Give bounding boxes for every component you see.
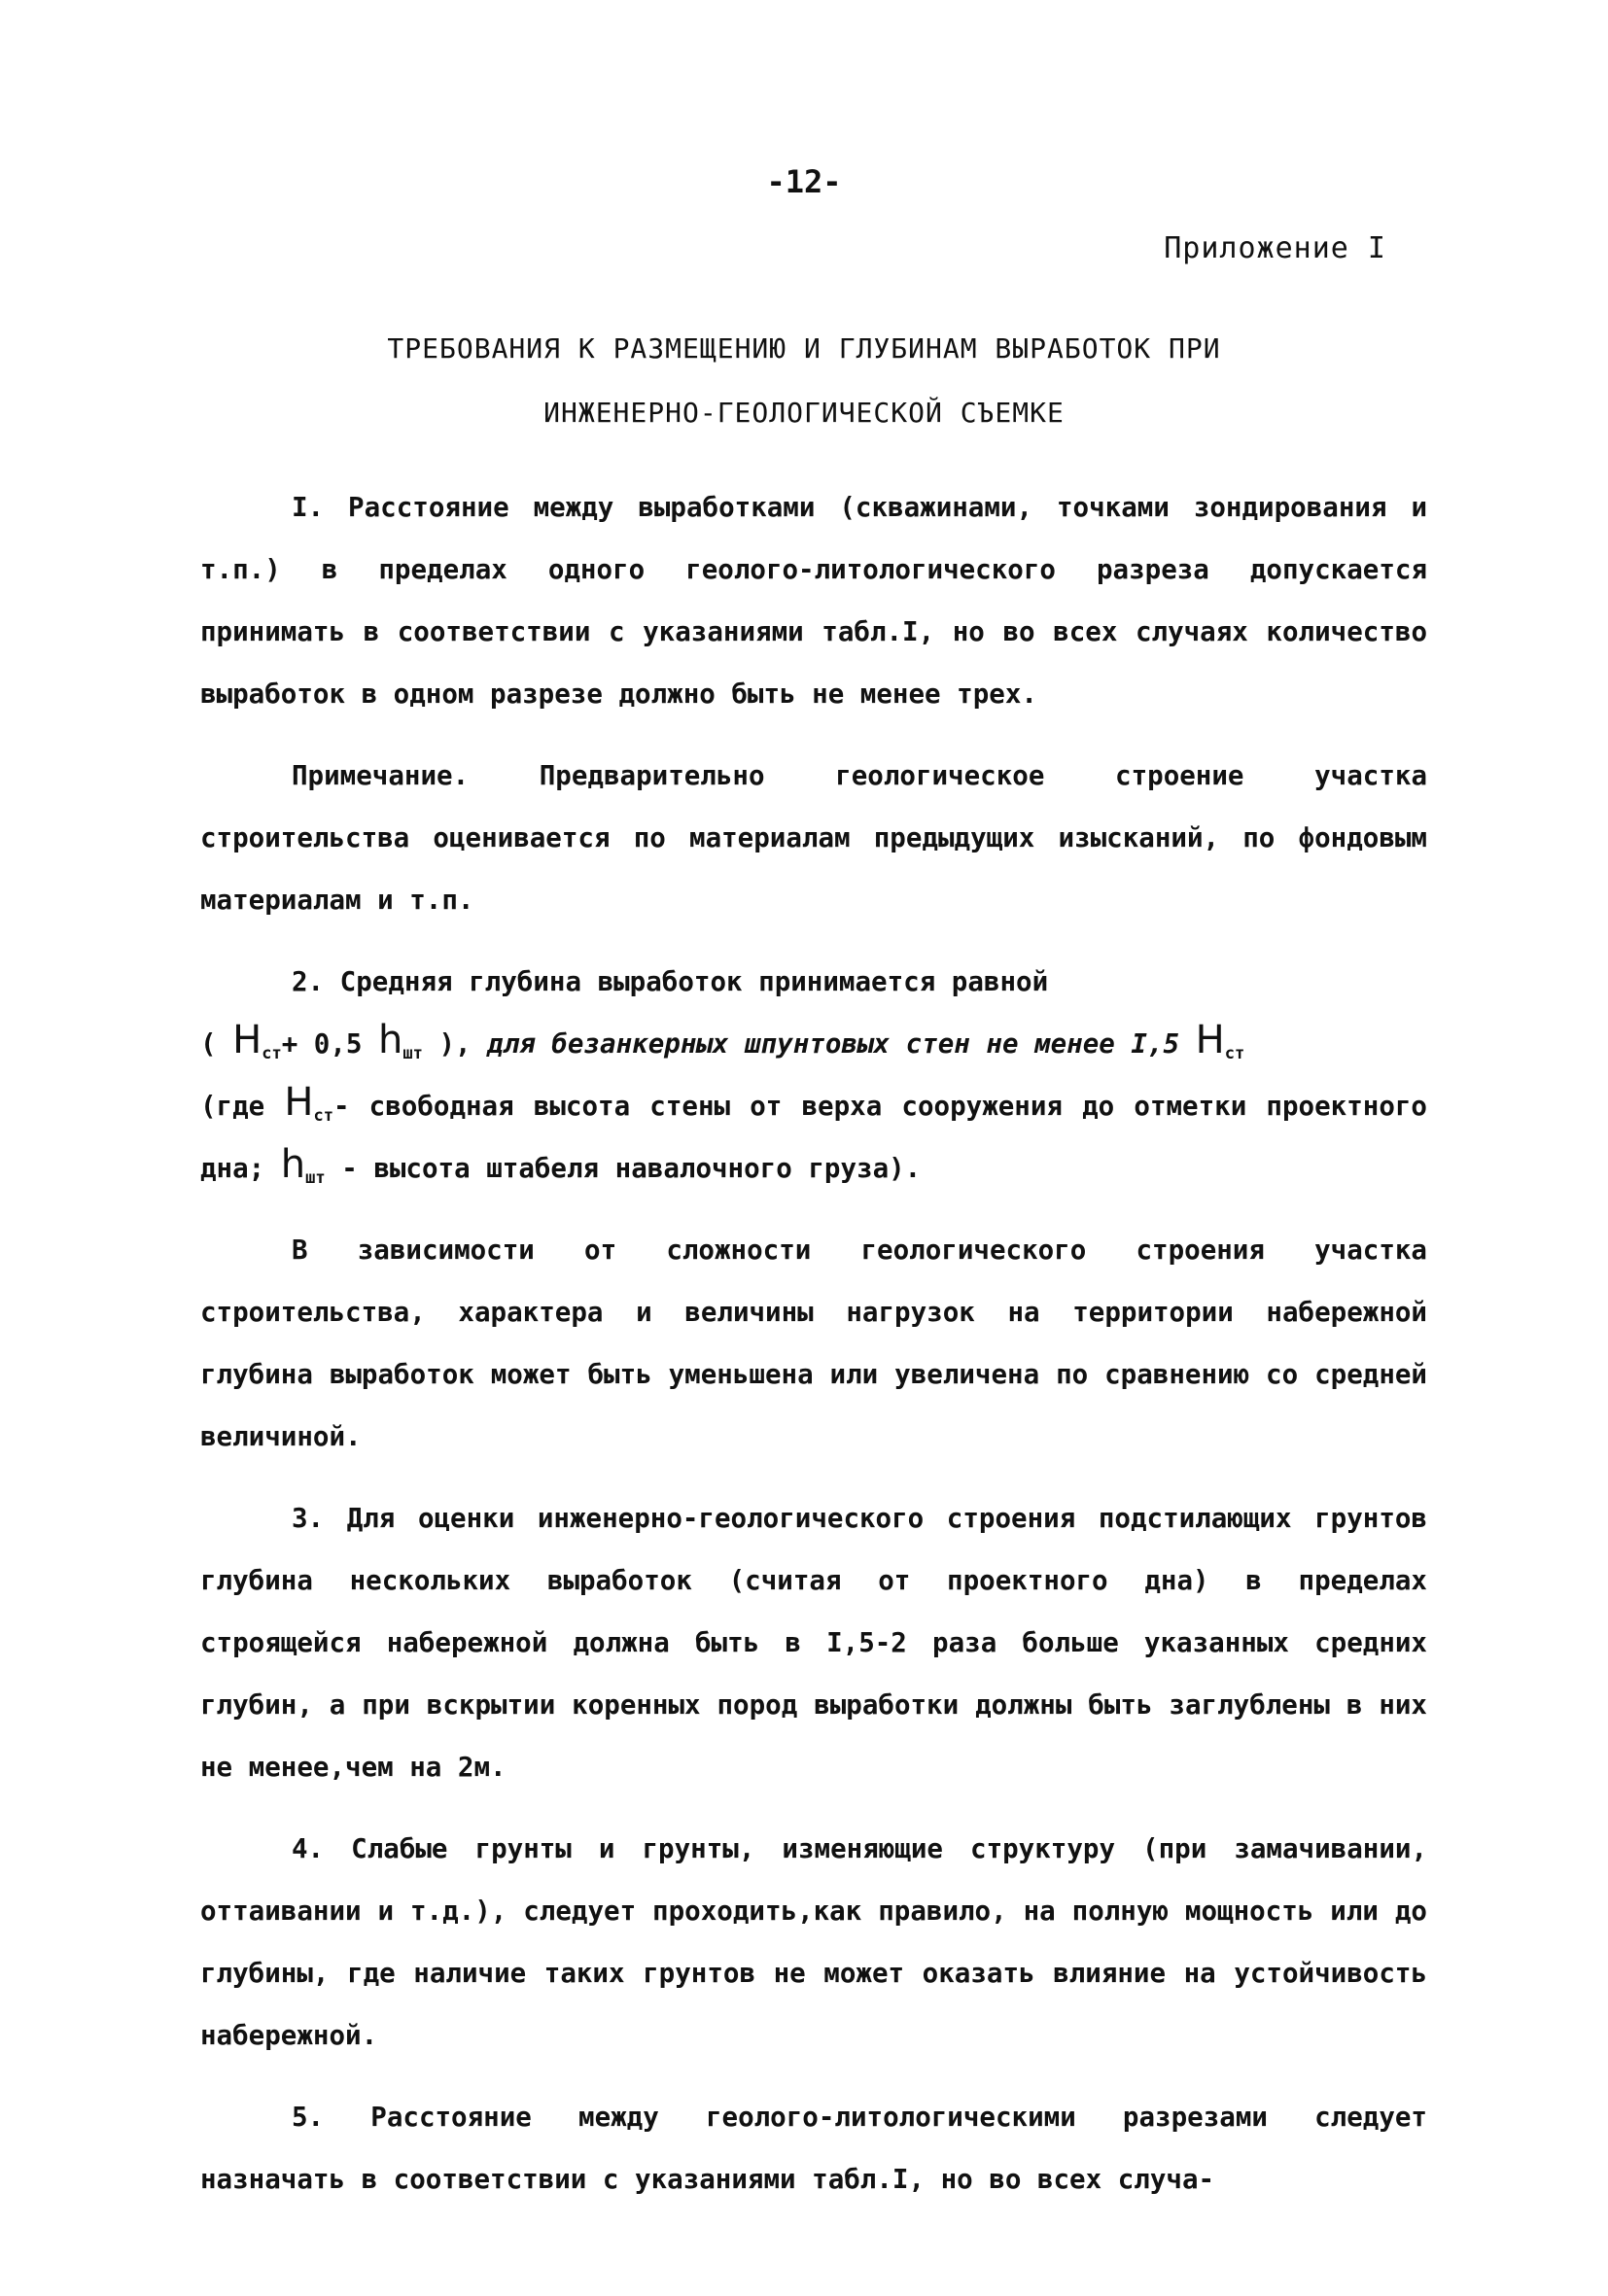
formula-H: H xyxy=(232,1018,262,1062)
document-title xyxy=(0,317,1608,445)
formula-st-subscript: ст xyxy=(262,1044,282,1063)
body-text xyxy=(200,476,1427,2230)
formula-h: h xyxy=(378,1018,403,1062)
appendix-label: Приложение I xyxy=(1164,231,1386,265)
paragraph-2-intro: 2. Средняя глубина выработок принимается равной xyxy=(292,966,1049,997)
paragraph-4: 3. Для оценки инженерно-геологического строения подстилающих грунтов глубина нескольких выработок (считая от проектного дна) в пределах строящейся набережной должна быть в I,5-2 раза больше указанных средних глубин, а при вскрытии коренных пород выработки должны быть заглублены в них не менее,чем на 2м. xyxy=(200,1503,1427,1783)
paragraph-6: 5. Расстояние между геолого-литологическими разрезами следует назначать в соответствии с указаниями табл.I, но во всех случа- xyxy=(200,2102,1427,2195)
paragraph-2-sheet-piling: для безанкерных шпунтовых стен не менее I,5 xyxy=(487,1028,1180,1060)
formula-st-subscript-2: ст xyxy=(1224,1044,1245,1063)
formula-plus: + 0,5 xyxy=(281,1028,363,1060)
page-number: -12- xyxy=(766,163,842,200)
title-line-2: ИНЖЕНЕРНО-ГЕОЛОГИЧЕСКОЙ СЪЕМКЕ xyxy=(543,397,1065,429)
where-label: (где xyxy=(200,1091,265,1122)
formula-sht-subscript: шт xyxy=(402,1044,423,1063)
note-paragraph: Примечание. Предварительно геологическое строение участка строительства оценивается по материалам предыдущих изысканий, по фондовым материалам и т.п. xyxy=(200,760,1427,916)
paragraph-3: В зависимости от сложности геологического строения участка строительства, характера и величины нагрузок на территории набережной глубина выработок может быть уменьшена или увеличена по сравнению со средней величиной. xyxy=(200,1235,1427,1452)
h-definition: - высота штабеля навалочного груза). xyxy=(341,1153,922,1184)
formula-H-2: H xyxy=(1195,1018,1225,1062)
formula-close: ), xyxy=(438,1028,472,1060)
formula-sht-subscript-2: шт xyxy=(305,1168,326,1188)
paragraph-2 xyxy=(200,951,1427,1200)
formula-open: ( xyxy=(200,1028,217,1060)
title-line-1: ТРЕБОВАНИЯ К РАЗМЕЩЕНИЮ И ГЛУБИНАМ ВЫРАБОТОК ПРИ xyxy=(387,332,1221,365)
formula-h-2: h xyxy=(280,1142,306,1187)
paragraph-5: 4. Слабые грунты и грунты, изменяющие структуру (при замачивании, оттаивании и т.д.), следует проходить,как правило, на полную мощность или до глубины, где наличие таких грунтов не может оказать влияние на устойчивость набережной. xyxy=(200,1833,1427,2051)
paragraph-1: I. Расстояние между выработками (скважинами, точками зондирования и т.п.) в пределах одного геолого-литологического разреза допускается принимать в соответствии с указаниями табл.I, но во всех случаях количество выработок в одном разрезе должно быть не менее трех. xyxy=(200,492,1427,710)
H-definition: - свободная высота стены от верха сооружения до отметки проектного дна; xyxy=(200,1091,1427,1184)
formula-st-subscript-3: ст xyxy=(313,1106,333,1126)
formula-H-3: H xyxy=(284,1080,314,1125)
